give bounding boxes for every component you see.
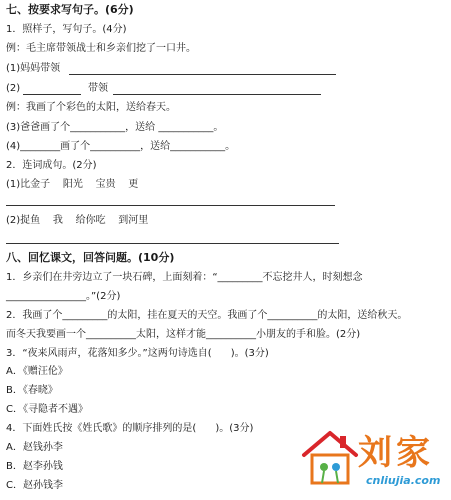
answer-line: [6, 205, 335, 206]
section7-example1: 例：毛主席带领战士和乡亲们挖了一口井。: [6, 43, 196, 54]
site-logo: [300, 425, 450, 500]
answer-line: [113, 94, 321, 95]
option-q3-a: A．《赠汪伦》: [6, 366, 68, 377]
section8-q1-line2: ________________。”(2分): [6, 291, 121, 302]
option-q3-b: B．《春晓》: [6, 385, 58, 396]
section8-q2-line2: 而冬天我要画一个__________太阳，这样才能__________小朋友的手和脸。(2分): [6, 329, 361, 340]
answer-line: [69, 74, 336, 75]
section7-item2-prefix: (2): [6, 83, 21, 94]
section8-q1-line1: 1．乡亲们在井旁边立了一块石碑，上面刻着：“_________不忘挖井人，时刻想念: [6, 272, 363, 283]
logo-chinese-text: 刘家: [358, 433, 434, 473]
section7-example2: 例：我画了个彩色的太阳，送给春天。: [6, 102, 176, 113]
section7-item1: (1)妈妈带领: [6, 63, 61, 74]
logo-url-text: cnliujia.com: [366, 474, 441, 487]
house-icon: [300, 427, 362, 489]
section7-q1: 1．照样子，写句子。(4分): [6, 24, 127, 35]
section7-title: 七、按要求写句子。(6分): [6, 3, 134, 16]
option-q4-a: A．赵钱孙李: [6, 442, 63, 453]
section7-q2: 2．连词成句。(2分): [6, 160, 97, 171]
option-q3-c: C．《寻隐者不遇》: [6, 404, 88, 415]
section7-item3: (3)爸爸画了个___________，送给 ___________。: [6, 122, 224, 133]
option-q4-c: C．赵孙钱李: [6, 480, 63, 491]
section7-item4: (4)________画了个__________，送给___________。: [6, 141, 236, 152]
section7-item6: (2)捉鱼 我 给你吃 到河里: [6, 215, 149, 226]
answer-line: [23, 94, 81, 95]
section8-title: 八、回忆课文，回答问题。(10分): [6, 251, 175, 264]
section8-q2-line1: 2．我画了个_________的太阳，挂在夏天的天空。我画了个__________的太阳，送给秋天。: [6, 310, 408, 321]
answer-line: [6, 243, 339, 244]
option-q4-b: B．赵李孙钱: [6, 461, 63, 472]
section7-item5: (1)比金子 阳光 宝贵 更: [6, 179, 139, 190]
section7-item2-word: 带领: [88, 83, 108, 94]
section8-q3: 3．“夜来风雨声，花落知多少。”这两句诗选自( )。(3分): [6, 348, 269, 359]
section8-q4: 4．下面姓氏按《姓氏歌》的顺序排列的是( )。(3分): [6, 423, 254, 434]
